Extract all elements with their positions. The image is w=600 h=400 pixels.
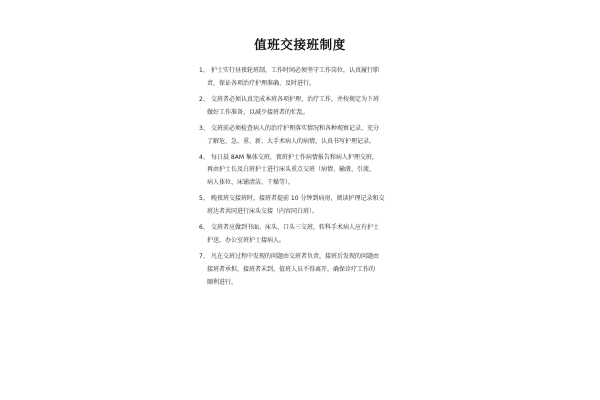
rule-item-2 — [0, 94, 600, 119]
rule-text-line: 病人体位、床铺清洁、干燥等）。 — [207, 179, 295, 187]
rule-text-line: 班达者共同进行床头交接（内容同白班）。 — [207, 208, 319, 216]
rule-number: 7、 — [199, 253, 209, 261]
rule-text-line: 做好工作准备，以减少接班者的忙乱。 — [207, 108, 310, 116]
rule-number: 6、 — [199, 224, 209, 232]
rule-text-line: 交班者应做到书面、床头、口头三交班，转科手术病人应有护士 — [211, 224, 380, 232]
rule-item-4 — [0, 152, 600, 190]
rule-text-line: 了解危、急、重、新、大手术病人的病情，认真书写护理记录。 — [207, 137, 376, 145]
rule-text-line: 每日晨 8AM 集体交班，夜班护士作病情报告和病人护理交班， — [211, 153, 378, 161]
rule-number: 5、 — [199, 195, 209, 203]
rule-text-line: 顺利进行。 — [207, 278, 238, 286]
rule-number: 4、 — [199, 153, 209, 161]
rule-item-1 — [0, 65, 600, 90]
rules-list — [0, 65, 600, 293]
rule-number: 1、 — [199, 67, 209, 74]
rule-item-6 — [0, 222, 600, 247]
rule-number: 3、 — [199, 124, 209, 132]
rule-item-3 — [0, 123, 600, 148]
rule-item-7 — [0, 251, 600, 289]
document-title: 值班交接班制度 — [254, 37, 346, 52]
rule-text-line: 晚夜班交接班时，接班者提前 10 分钟到病房，阅读护理记录和交 — [211, 195, 385, 203]
rule-number: 2、 — [199, 95, 209, 103]
rule-text-line: 交班前必须检查病人的治疗护理落实情况和各种观察记录、充分 — [211, 124, 380, 132]
rule-text-line: 凡在交班过程中发现的问题由交班者负责，接班后发现的问题由 — [211, 253, 380, 261]
rule-text-line: 护送，办公室班护士接病人。 — [207, 236, 286, 244]
rule-text-line: 接班者承担，接班者未到，值班人员不得离开，确保诊疗工作的 — [207, 265, 376, 273]
rule-text-line: 再由护士长及白班护士进行床头重点交班（病情、输液、引流、 — [207, 166, 376, 174]
rule-item-5 — [0, 193, 600, 218]
rule-text-line: 护士实行昼夜轮班制，工作时间必须坚守工作岗位，认真履行职 — [211, 67, 380, 74]
rule-text-line: 交班者必须认真完成本班各项护理、治疗工作，并按规定为下班 — [211, 95, 380, 103]
rule-text-line: 责，保证各项治疗护理准确、及时进行。 — [207, 79, 316, 87]
